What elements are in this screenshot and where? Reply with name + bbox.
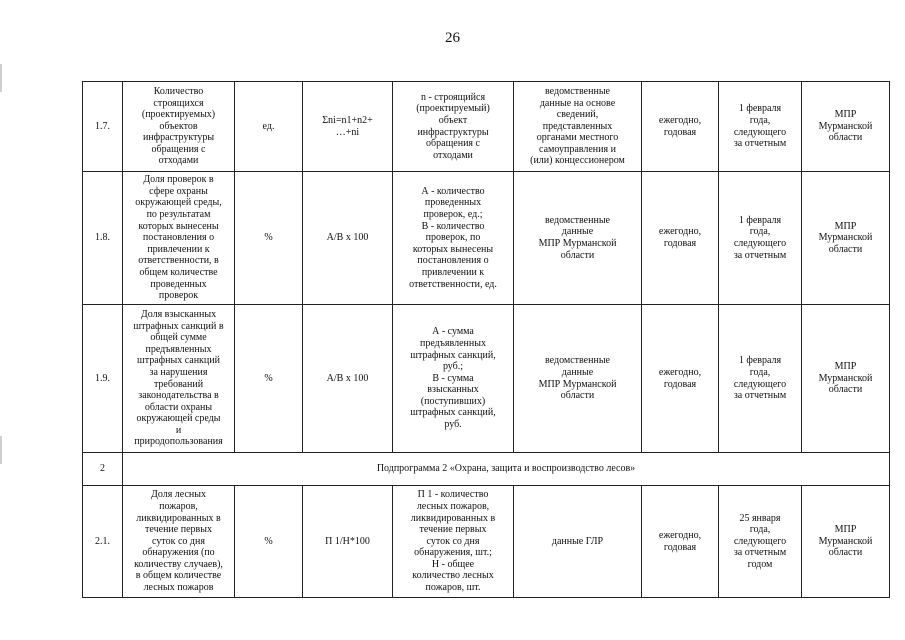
indicator-formula: Σni=n1+n2+ …+ni [303, 82, 393, 172]
indicator-deadline: 1 февраля года, следующего за отчетным [719, 305, 802, 453]
indicator-name: Количество строящихся (проектируемых) объектов инфраструктуры обращения с отходами [123, 82, 235, 172]
indicator-number: 1.7. [83, 82, 123, 172]
indicator-deadline: 25 января года, следующего за отчетным годом [719, 486, 802, 598]
subprogram-number: 2 [83, 453, 123, 486]
indicator-name: Доля проверок в сфере охраны окружающей среды, по результатам которых вынесены постановления о привлечении к ответственности, в общем количестве проведенных проверок [123, 172, 235, 305]
indicator-description: А - сумма предъявленных штрафных санкций, руб.; В - сумма взысканных (поступивших) штрафных санкций, руб. [393, 305, 514, 453]
indicator-formula: П 1/Н*100 [303, 486, 393, 598]
indicator-name: Доля взысканных штрафных санкций в общей сумме предъявленных штрафных санкций за нарушения требований законодательства в области охраны окружающей среды и природопользования [123, 305, 235, 453]
indicator-responsible: МПР Мурманской области [802, 82, 890, 172]
table-row [83, 82, 890, 172]
indicator-deadline: 1 февраля года, следующего за отчетным [719, 82, 802, 172]
subprogram-row [83, 453, 890, 486]
indicator-name: Доля лесных пожаров, ликвидированных в течение первых суток со дня обнаружения (по количеству случаев), в общем количестве лесных пожаров [123, 486, 235, 598]
indicator-responsible: МПР Мурманской области [802, 172, 890, 305]
indicator-formula: А/В х 100 [303, 172, 393, 305]
indicator-frequency: ежегодно, годовая [642, 82, 719, 172]
scan-edge-mark-bottom [0, 436, 2, 464]
indicator-source: ведомственные данные МПР Мурманской области [514, 305, 642, 453]
table-row [83, 486, 890, 598]
indicator-frequency: ежегодно, годовая [642, 172, 719, 305]
indicator-description: n - строящийся (проектируемый) объект инфраструктуры обращения с отходами [393, 82, 514, 172]
indicator-description: А - количество проведенных проверок, ед.; В - количество проверок, по которых вынесены постановления о привлечении к ответственности, ед. [393, 172, 514, 305]
indicator-source: ведомственные данные МПР Мурманской области [514, 172, 642, 305]
indicator-frequency: ежегодно, годовая [642, 305, 719, 453]
scan-edge-mark-top [0, 64, 2, 92]
table-row [83, 305, 890, 453]
indicator-unit: % [235, 172, 303, 305]
indicator-unit: % [235, 486, 303, 598]
subprogram-title: Подпрограмма 2 «Охрана, защита и воспроизводство лесов» [123, 453, 890, 486]
indicator-unit: ед. [235, 82, 303, 172]
indicator-description: П 1 - количество лесных пожаров, ликвидированных в течение первых суток со дня обнаружения, шт.; Н - общее количество лесных пожаров, шт. [393, 486, 514, 598]
indicator-deadline: 1 февраля года, следующего за отчетным [719, 172, 802, 305]
indicator-source: данные ГЛР [514, 486, 642, 598]
page-number: 26 [445, 30, 460, 46]
indicator-source: ведомственные данные на основе сведений, представленных органами местного самоуправления и (или) концессионером [514, 82, 642, 172]
indicator-number: 1.8. [83, 172, 123, 305]
indicators-table [82, 81, 890, 598]
table-row [83, 172, 890, 305]
indicator-responsible: МПР Мурманской области [802, 305, 890, 453]
indicator-number: 2.1. [83, 486, 123, 598]
indicator-responsible: МПР Мурманской области [802, 486, 890, 598]
indicator-number: 1.9. [83, 305, 123, 453]
indicator-unit: % [235, 305, 303, 453]
indicator-formula: А/В х 100 [303, 305, 393, 453]
indicator-frequency: ежегодно, годовая [642, 486, 719, 598]
